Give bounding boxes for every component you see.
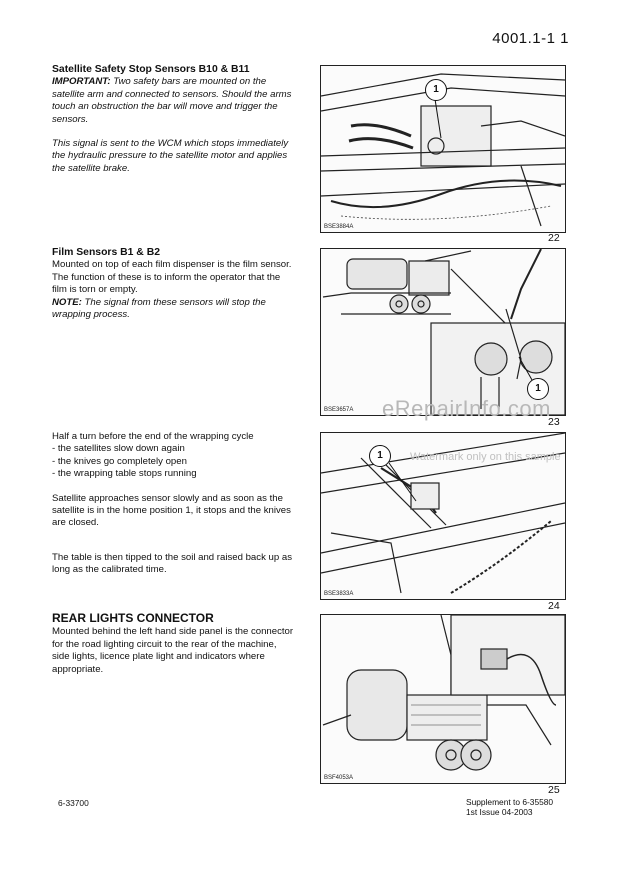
- paragraph: Half a turn before the end of the wrapping cycle: [52, 431, 254, 442]
- section-film-sensors: [52, 247, 294, 333]
- section-heading: REAR LIGHTS CONNECTOR: [52, 611, 214, 625]
- note-label: NOTE:: [52, 296, 82, 308]
- figure-number: 24: [548, 600, 560, 612]
- paragraph: Mounted on top of each film dispenser is the film sensor. The function of these is to inform the operator that the film is torn or empty.: [52, 259, 292, 296]
- figure-23: [320, 248, 566, 416]
- section-heading: Film Sensors B1 & B2: [52, 247, 160, 258]
- callout-1: 1: [369, 445, 391, 467]
- footer-supplement: Supplement to 6-35580: [466, 797, 554, 807]
- rear-lights-connector-illustration: [321, 615, 565, 783]
- section-rear-lights: [52, 612, 294, 688]
- figure-22: [320, 65, 566, 233]
- page-number: 4001.1-1 1: [492, 30, 569, 47]
- figure-code: BSE3657A: [324, 407, 354, 413]
- figure-number: 23: [548, 416, 560, 428]
- list-item: - the knives go completely open: [52, 455, 187, 467]
- figure-code: BSF4053A: [324, 775, 354, 781]
- important-paragraph: [52, 76, 292, 126]
- figure-number: 25: [548, 784, 560, 796]
- paragraph: Satellite approaches sensor slowly and as soon as the satellite is in the home position 1, it stops and the knives are closed.: [52, 492, 291, 529]
- footer-issue: 1st Issue 04-2003: [466, 807, 533, 817]
- footer-issue-info: [466, 797, 553, 817]
- list-item: - the satellites slow down again: [52, 443, 185, 455]
- note-text: The signal from these sensors will stop the wrapping process.: [52, 296, 266, 321]
- figure-code: BSE3833A: [324, 591, 354, 597]
- watermark-note: Watermark only on this sample: [410, 451, 561, 463]
- figure-25: [320, 614, 566, 784]
- list-item: - the wrapping table stops running: [52, 468, 197, 480]
- watermark: eRepairInfo.com: [382, 396, 551, 421]
- section-satellite-safety: [52, 64, 292, 187]
- important-text: Two safety bars are mounted on the satellite arm and connected to sensors. Should the arms touch an obstruction the bar will move and trigger the sensors.: [52, 76, 292, 125]
- figure-code: BSE3884A: [324, 224, 354, 230]
- paragraph: This signal is sent to the WCM which stops immediately the hydraulic pressure to the satellite motor and applies the satellite brake.: [52, 138, 289, 174]
- section-heading: Satellite Safety Stop Sensors B10 & B11: [52, 64, 250, 75]
- paragraph: Mounted behind the left hand side panel is the connector for the road lighting circuit to the rear of the machine, side lights, licence plate light and indicators where appropriate.: [52, 626, 294, 675]
- paragraph: The table is then tipped to the soil and raised back up as long as the calibrated time.: [52, 551, 292, 576]
- callout-1: 1: [425, 79, 447, 101]
- note-paragraph: [52, 297, 294, 322]
- section-wrapping-cycle: [52, 431, 294, 589]
- callout-1: 1: [527, 378, 549, 400]
- figure-number: 22: [548, 232, 560, 244]
- important-label: IMPORTANT:: [52, 76, 111, 88]
- footer-document-code: 6-33700: [58, 798, 89, 808]
